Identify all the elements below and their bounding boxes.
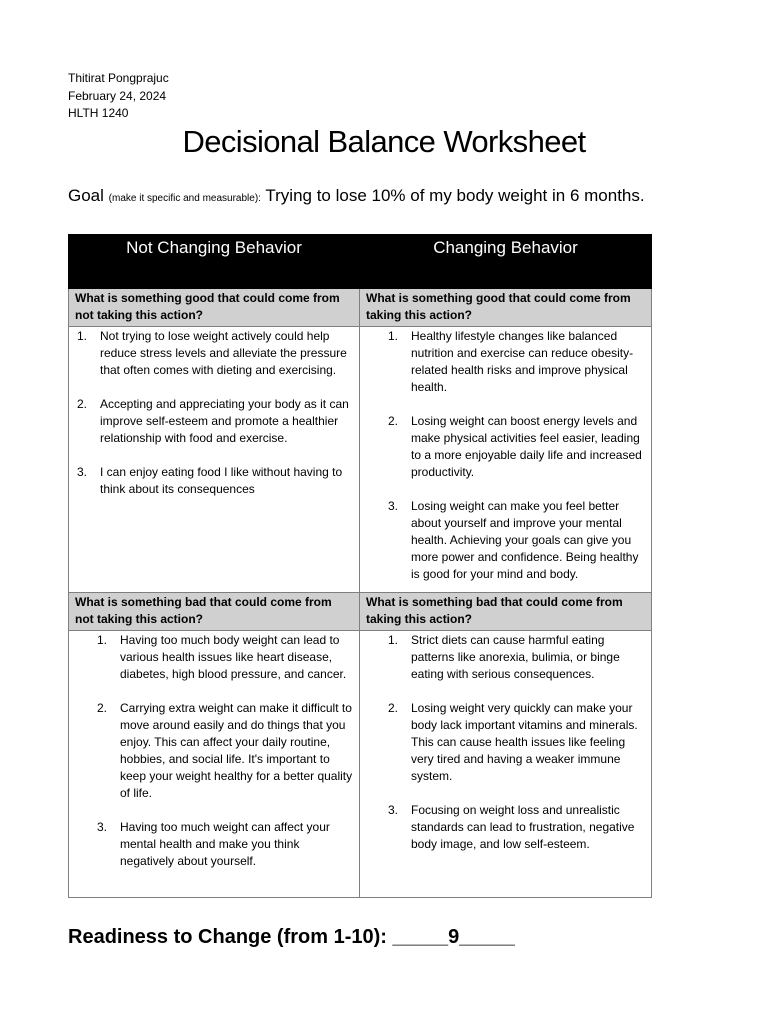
decisional-balance-table [68,234,652,898]
readiness-rating: Readiness to Change (from 1-10): _____9_____ [68,926,515,948]
list-item: 2. Carrying extra weight can make it difficult to move around easily and do things that you enjoy. This can affect your daily routine, hobbies, and social life. It's important to keep your weight healthy for a better quality of life. [97,701,353,800]
list-item: 3. Having too much weight can affect your mental health and make you think negatively about yourself. [97,820,330,868]
question-good-changing: What is something good that could come from taking this action? [360,289,652,327]
list-item: 1. Having too much body weight can lead to various health issues like heart disease, diabetes, high blood pressure, and cancer. [97,633,347,681]
list-item: 2. Losing weight very quickly can make your body lack important vitamins and minerals. This can cause health issues like feeling very tired and having a weaker immune system. [388,701,638,783]
list-item: 2. Accepting and appreciating your body as it can improve self-esteem and promote a healthier relationship with food and exercise. [77,397,349,445]
list-item: 3. Focusing on weight loss and unrealistic standards can lead to frustration, negative body image, and low self-esteem. [388,803,635,851]
question-bad-changing: What is something bad that could come from taking this action? [360,593,652,631]
author-name: Thitirat Pongprajuc [68,71,169,85]
goal-line [68,186,645,206]
goal-label: Goal [68,186,104,205]
list-item: 1. Strict diets can cause harmful eating patterns like anorexia, bulimia, or binge eating with serious consequences. [388,633,620,681]
goal-text: Trying to lose 10% of my body weight in 6 months. [265,186,645,205]
col-header-not-changing: Not Changing Behavior [69,235,360,289]
list-item: 2. Losing weight can boost energy levels and make physical activities feel easier, leading to a more enjoyable daily life and increased productivity. [388,414,642,479]
answers-good-changing [360,327,652,593]
document-date: February 24, 2024 [68,89,167,103]
goal-hint: (make it specific and measurable): [108,193,261,204]
col-header-changing: Changing Behavior [360,235,652,289]
course-code: HLTH 1240 [68,106,129,120]
answers-good-not-changing [69,327,360,593]
question-bad-not-changing: What is something bad that could come from not taking this action? [69,593,360,631]
list-item: 1. Not trying to lose weight actively could help reduce stress levels and alleviate the pressure that often comes with dieting and exercising. [77,329,347,377]
page-title: Decisional Balance Worksheet [182,124,586,159]
list-item: 3. Losing weight can make you feel better about yourself and improve your mental health. Achieving your goals can give you more power and confidence. Being healthy is good for your mind and body. [388,499,639,581]
question-good-not-changing: What is something good that could come from not taking this action? [69,289,360,327]
answers-bad-changing [360,631,652,898]
list-item: 1. Healthy lifestyle changes like balanced nutrition and exercise can reduce obesity-related health risks and improve physical health. [388,329,634,394]
answers-bad-not-changing [69,631,360,898]
list-item: 3. I can enjoy eating food I like without having to think about its consequences [77,465,343,496]
